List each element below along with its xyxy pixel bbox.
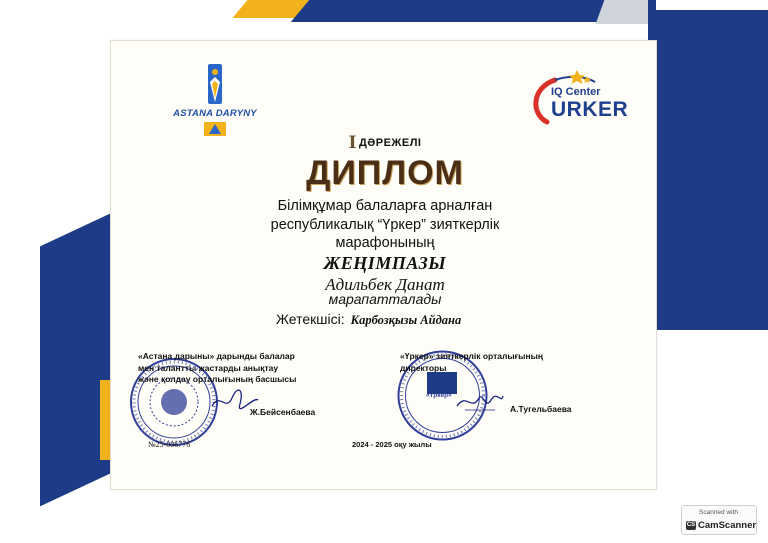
diploma-text-line-1: Білімқұмар балаларға арналған: [277, 198, 493, 214]
decor-blue-stripe-top: [291, 0, 639, 22]
degree-word: ДӘРЕЖЕЛІ: [358, 137, 422, 149]
diploma-title: ДИПЛОМ: [306, 154, 464, 192]
astana-daryny-name: ASTANA DARYNY: [173, 108, 257, 119]
decor-white-panel-right: [648, 330, 768, 490]
diploma-number: №25-006776: [148, 440, 191, 449]
right-signatory-org: [400, 351, 580, 374]
right-org-line-1: «Үркер» зияткерлік орталығының: [400, 351, 543, 361]
mentor-line: [276, 311, 461, 328]
camscanner-top-text: Scanned with: [699, 509, 739, 516]
astana-daryny-logo: [170, 62, 260, 140]
diploma-text-line-2: республикалық “Үркер” зияткерлік: [270, 217, 500, 233]
diploma-text-line-3: марафонының: [335, 235, 435, 251]
left-org-line-3: және қолдау орталығының басшысы: [138, 374, 297, 384]
left-org-line-2: мен талантты жастарды анықтау: [138, 362, 279, 373]
urker-logo-line2: URKER: [551, 98, 629, 121]
left-signatory-org: [138, 351, 338, 386]
decor-blue-panel-right: [648, 0, 768, 330]
decor-blue-panel-left: [40, 214, 110, 507]
camscanner-logo-icon: CS: [686, 522, 696, 528]
right-seal-text: «Үркер»: [426, 392, 452, 399]
degree-label: [200, 133, 570, 153]
urker-logo-line1: IQ Center: [551, 86, 601, 98]
right-org-line-2: директоры: [400, 362, 447, 373]
astana-daryny-mark-icon: [206, 62, 224, 106]
right-signature-icon: [455, 390, 505, 416]
mentor-label: Жетекшісі:: [276, 311, 345, 327]
awarded-label: марапатталады: [328, 291, 442, 307]
mentor-name: Карбозқызы Айдана: [350, 313, 462, 327]
left-org-line-1: «Астана дарыны» дарынды балалар: [138, 351, 295, 361]
degree-roman: I: [348, 133, 357, 153]
winner-label: ЖЕҢІМПАЗЫ: [323, 253, 447, 273]
urker-logo: [525, 62, 629, 132]
camscanner-brand: CamScanner: [698, 520, 757, 531]
academic-year: 2024 - 2025 оқу жылы: [352, 440, 432, 449]
right-signatory-name: А.Тугельбаева: [510, 404, 572, 414]
decor-white-edge: [656, 0, 768, 10]
camscanner-watermark: [681, 505, 757, 535]
student-name: Адильбек Данат: [325, 275, 445, 294]
left-signatory-name: Ж.Бейсенбаева: [250, 407, 316, 417]
